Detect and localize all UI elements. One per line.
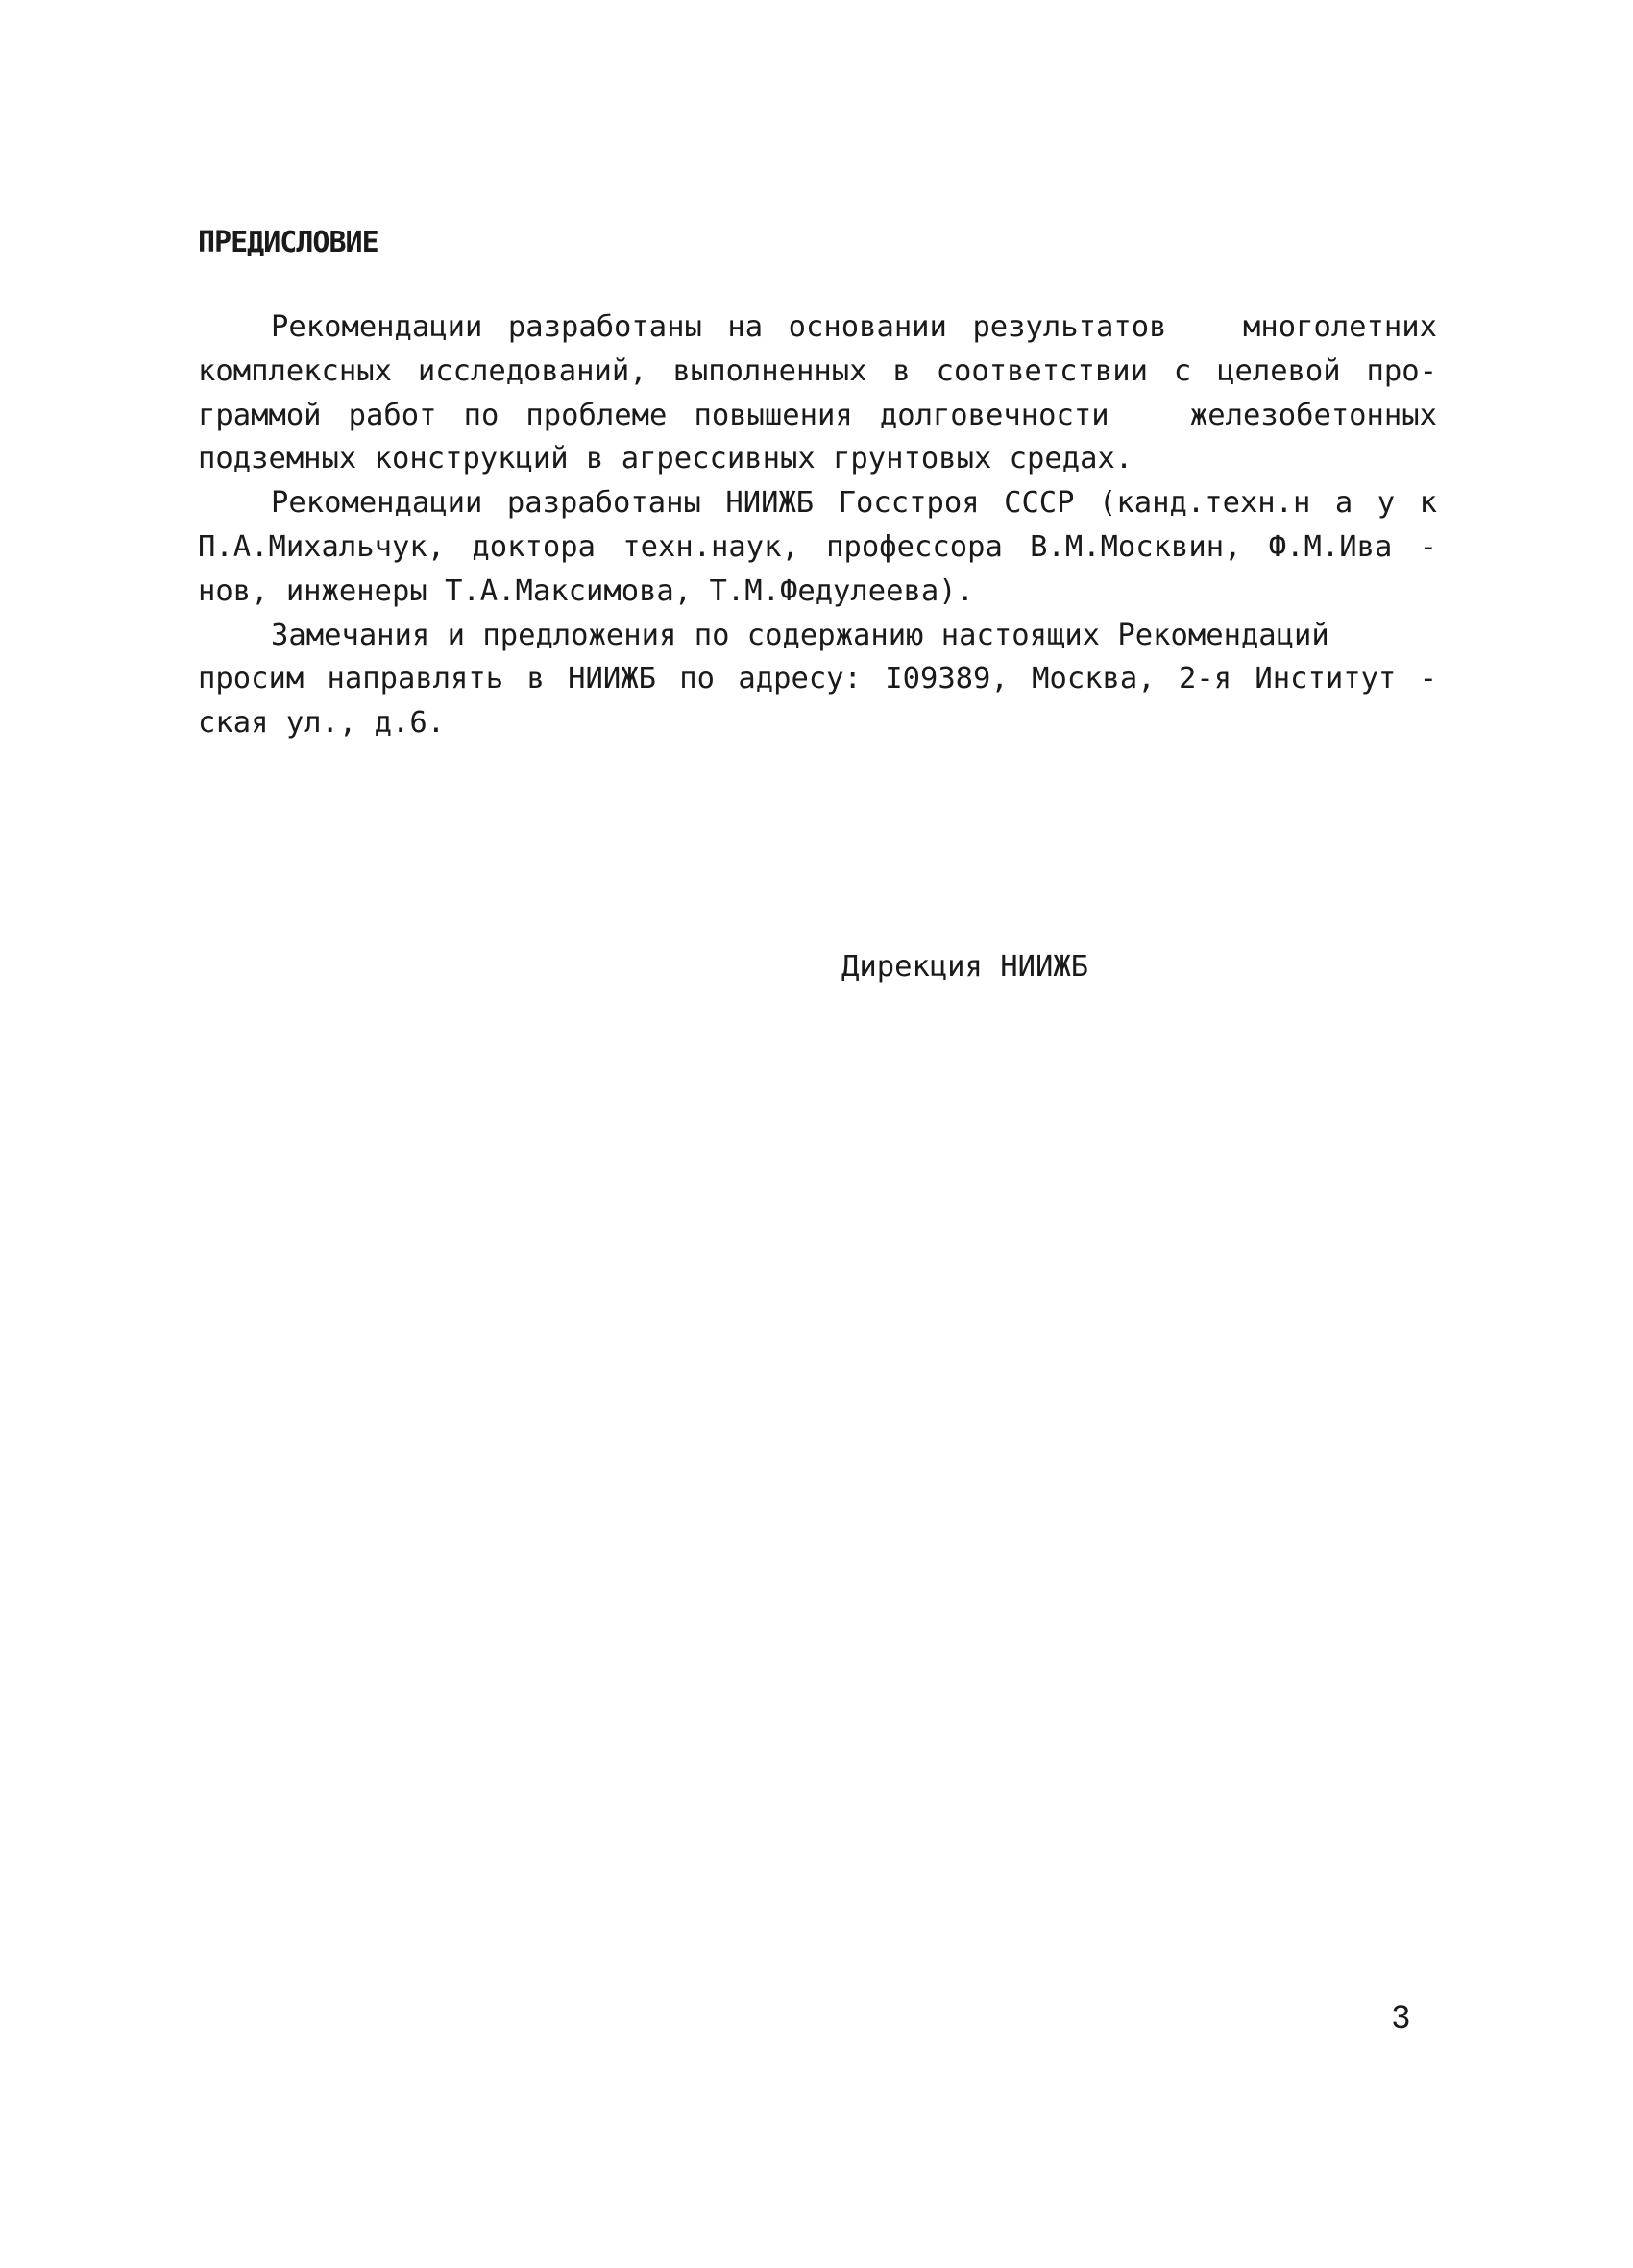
text-line: граммой работ по проблеме повышения долговечности железобетонных <box>198 398 1437 432</box>
paragraph-authors <box>198 481 1437 613</box>
text-line: Рекомендации разработаны НИИЖБ Госстроя СССР (канд.техн.н а у к <box>271 486 1437 521</box>
text-line: подземных конструкций в агрессивных грунтовых средах. <box>198 442 1133 476</box>
text-line: нов, инженеры Т.А.Максимова, Т.М.Федулеева). <box>198 573 974 608</box>
paragraph-development <box>198 305 1437 481</box>
text-line: просим направлять в НИИЖБ по адресу: I09389, Москва, 2-я Институт - <box>198 662 1437 696</box>
paragraph-contact-address <box>198 614 1437 745</box>
page-number: 3 <box>1392 1999 1410 2036</box>
page-heading: ПРЕДИСЛОВИЕ <box>198 226 378 259</box>
text-line: комплексных исследований, выполненных в соответствии с целевой про- <box>198 354 1437 388</box>
body-text <box>198 305 1437 745</box>
text-line: ская ул., д.6. <box>198 706 446 741</box>
text-line: Замечания и предложения по содержанию настоящих Рекомендаций <box>271 618 1329 652</box>
signature: Дирекция НИИЖБ <box>841 950 1089 984</box>
text-line: П.А.Михальчук, доктора техн.наук, профессора В.М.Москвин, Ф.М.Ива - <box>198 529 1437 564</box>
text-line: Рекомендации разработаны на основании результатов многолетних <box>271 310 1437 344</box>
